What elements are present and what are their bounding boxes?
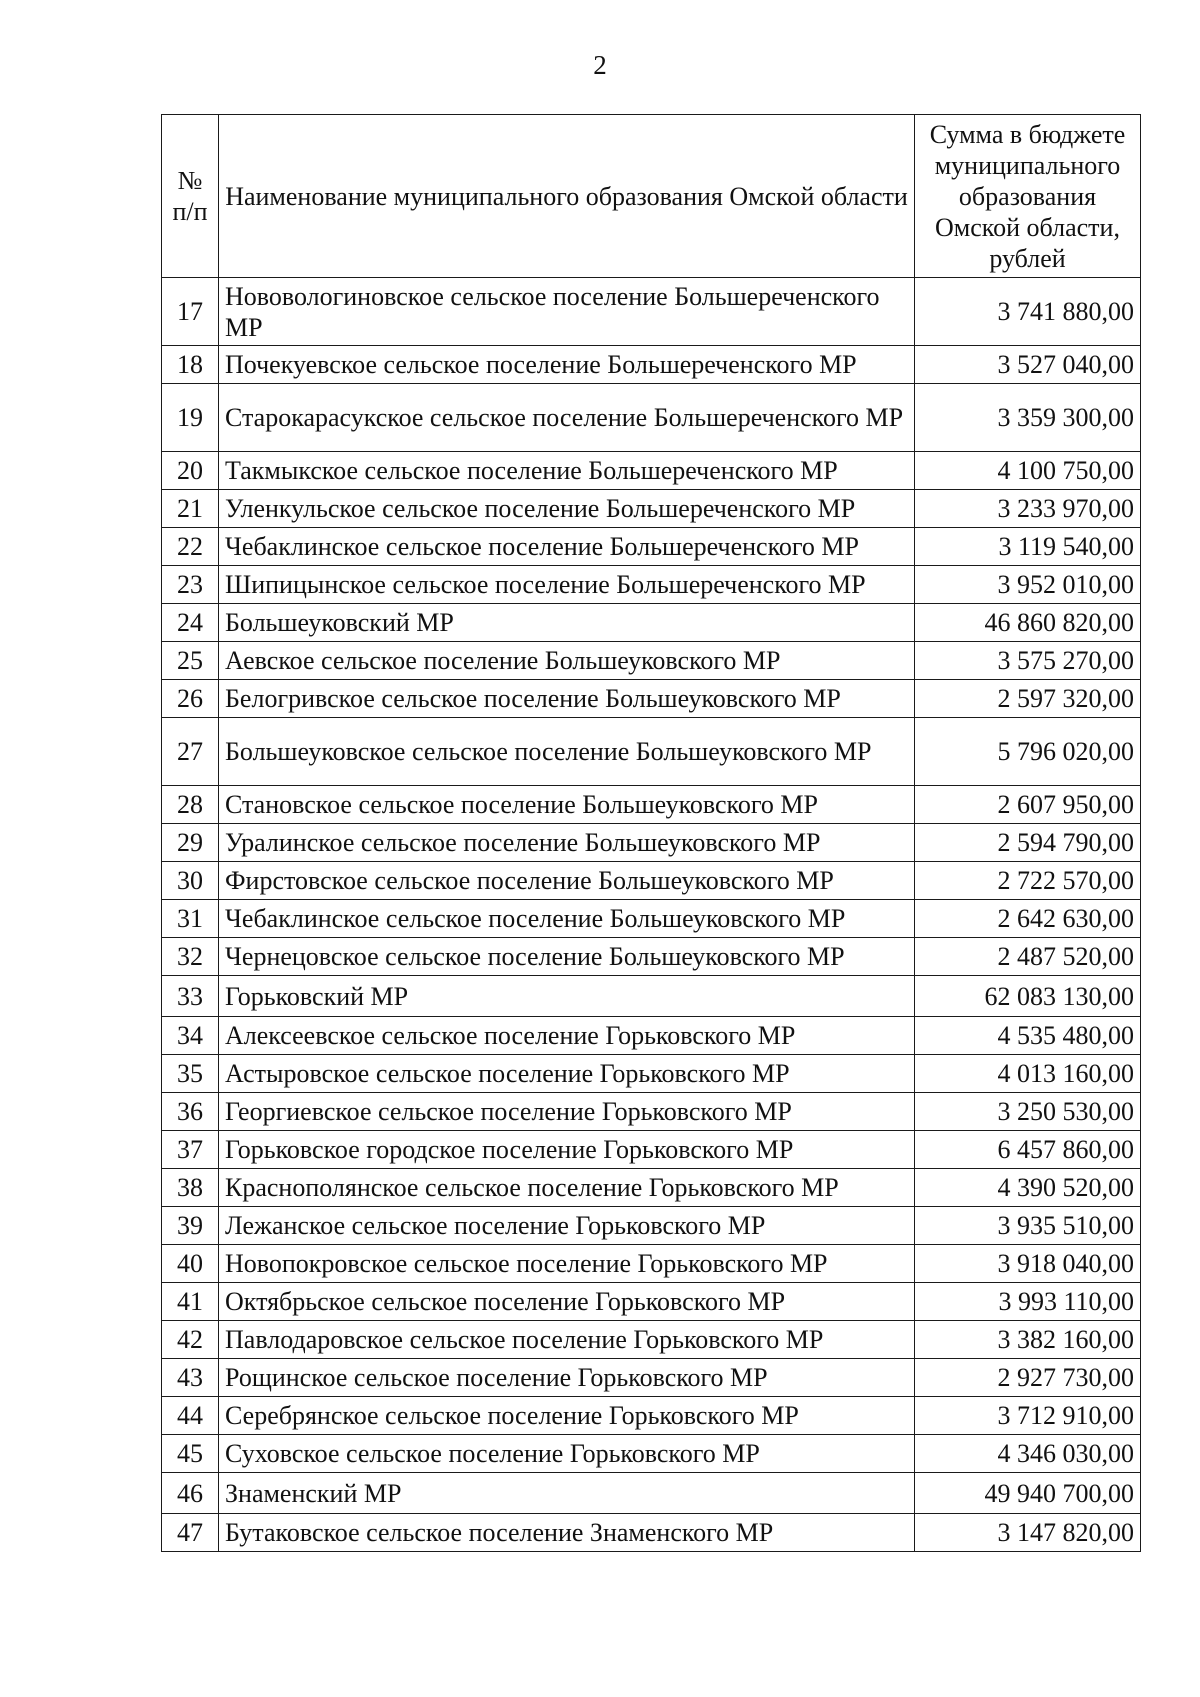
municipality-name: Краснополянское сельское поселение Горьковского МР — [219, 1169, 915, 1207]
municipality-name: Суховское сельское поселение Горьковского МР — [219, 1435, 915, 1473]
row-number: 23 — [162, 566, 219, 604]
municipality-name: Почекуевское сельское поселение Большереченского МР — [219, 346, 915, 384]
budget-sum: 6 457 860,00 — [915, 1131, 1141, 1169]
row-number: 41 — [162, 1283, 219, 1321]
municipality-name: Бутаковское сельское поселение Знаменского МР — [219, 1514, 915, 1552]
budget-sum: 2 607 950,00 — [915, 786, 1141, 824]
row-number: 43 — [162, 1359, 219, 1397]
municipality-name: Чебаклинское сельское поселение Большеуковского МР — [219, 900, 915, 938]
budget-sum: 4 100 750,00 — [915, 452, 1141, 490]
row-number: 17 — [162, 278, 219, 346]
table-row — [162, 900, 1141, 938]
table-row — [162, 1169, 1141, 1207]
row-number: 33 — [162, 976, 219, 1017]
table-row — [162, 1055, 1141, 1093]
table-row — [162, 566, 1141, 604]
table-row — [162, 786, 1141, 824]
row-number: 45 — [162, 1435, 219, 1473]
table-row — [162, 976, 1141, 1017]
table-row — [162, 1397, 1141, 1435]
row-number: 29 — [162, 824, 219, 862]
municipality-name: Астыровское сельское поселение Горьковского МР — [219, 1055, 915, 1093]
header-row — [162, 115, 1141, 278]
table-row — [162, 1207, 1141, 1245]
municipality-name: Знаменский МР — [219, 1473, 915, 1514]
table-row — [162, 680, 1141, 718]
row-number: 40 — [162, 1245, 219, 1283]
row-number: 36 — [162, 1093, 219, 1131]
header-number: № п/п — [162, 115, 219, 278]
budget-sum: 3 250 530,00 — [915, 1093, 1141, 1131]
row-number: 31 — [162, 900, 219, 938]
municipality-name: Рощинское сельское поселение Горьковского МР — [219, 1359, 915, 1397]
budget-sum: 3 952 010,00 — [915, 566, 1141, 604]
row-number: 21 — [162, 490, 219, 528]
table-row — [162, 1093, 1141, 1131]
municipality-name: Старокарасукское сельское поселение Большереченского МР — [219, 384, 915, 452]
table-row — [162, 1245, 1141, 1283]
row-number: 26 — [162, 680, 219, 718]
table-row — [162, 604, 1141, 642]
municipality-name: Горьковский МР — [219, 976, 915, 1017]
budget-sum: 3 993 110,00 — [915, 1283, 1141, 1321]
table-row — [162, 452, 1141, 490]
municipality-name: Фирстовское сельское поселение Большеуковского МР — [219, 862, 915, 900]
row-number: 35 — [162, 1055, 219, 1093]
row-number: 47 — [162, 1514, 219, 1552]
municipality-name: Такмыкское сельское поселение Большереченского МР — [219, 452, 915, 490]
budget-sum: 3 382 160,00 — [915, 1321, 1141, 1359]
budget-sum: 3 527 040,00 — [915, 346, 1141, 384]
municipality-name: Большеуковский МР — [219, 604, 915, 642]
row-number: 28 — [162, 786, 219, 824]
budget-sum: 5 796 020,00 — [915, 718, 1141, 786]
budget-sum: 2 487 520,00 — [915, 938, 1141, 976]
municipality-name: Серебрянское сельское поселение Горьковского МР — [219, 1397, 915, 1435]
budget-sum: 3 918 040,00 — [915, 1245, 1141, 1283]
budget-sum: 4 013 160,00 — [915, 1055, 1141, 1093]
table-row — [162, 278, 1141, 346]
budget-sum: 3 147 820,00 — [915, 1514, 1141, 1552]
table-body — [162, 278, 1141, 1552]
municipality-name: Лежанское сельское поселение Горьковского МР — [219, 1207, 915, 1245]
municipality-name: Чернецовское сельское поселение Большеуковского МР — [219, 938, 915, 976]
table-row — [162, 490, 1141, 528]
municipality-name: Новопокровское сельское поселение Горьковского МР — [219, 1245, 915, 1283]
municipality-name: Нововологиновское сельское поселение Большереченского МР — [219, 278, 915, 346]
row-number: 19 — [162, 384, 219, 452]
municipality-name: Чебаклинское сельское поселение Большереченского МР — [219, 528, 915, 566]
municipality-name: Павлодаровское сельское поселение Горьковского МР — [219, 1321, 915, 1359]
table-header — [162, 115, 1141, 278]
row-number: 27 — [162, 718, 219, 786]
municipality-name: Шипицынское сельское поселение Большереченского МР — [219, 566, 915, 604]
table-row — [162, 824, 1141, 862]
row-number: 20 — [162, 452, 219, 490]
table-row — [162, 1321, 1141, 1359]
table-row — [162, 528, 1141, 566]
table-row — [162, 1435, 1141, 1473]
row-number: 30 — [162, 862, 219, 900]
row-number: 38 — [162, 1169, 219, 1207]
municipality-name: Белогривское сельское поселение Большеуковского МР — [219, 680, 915, 718]
budget-sum: 3 935 510,00 — [915, 1207, 1141, 1245]
budget-table — [161, 114, 1141, 1552]
table-row — [162, 938, 1141, 976]
row-number: 46 — [162, 1473, 219, 1514]
header-sum: Сумма в бюджете муниципального образования Омской области, рублей — [915, 115, 1141, 278]
municipality-name: Георгиевское сельское поселение Горьковского МР — [219, 1093, 915, 1131]
table-row — [162, 1017, 1141, 1055]
budget-sum: 4 390 520,00 — [915, 1169, 1141, 1207]
municipality-name: Горьковское городское поселение Горьковского МР — [219, 1131, 915, 1169]
budget-sum: 3 359 300,00 — [915, 384, 1141, 452]
budget-sum: 4 346 030,00 — [915, 1435, 1141, 1473]
row-number: 37 — [162, 1131, 219, 1169]
table-row — [162, 1473, 1141, 1514]
budget-sum: 2 722 570,00 — [915, 862, 1141, 900]
table-row — [162, 1283, 1141, 1321]
budget-sum: 62 083 130,00 — [915, 976, 1141, 1017]
table-row — [162, 1131, 1141, 1169]
budget-sum: 3 741 880,00 — [915, 278, 1141, 346]
page-number: 2 — [593, 50, 607, 80]
budget-sum: 2 597 320,00 — [915, 680, 1141, 718]
budget-sum: 4 535 480,00 — [915, 1017, 1141, 1055]
header-name: Наименование муниципального образования Омской области — [219, 115, 915, 278]
budget-sum: 49 940 700,00 — [915, 1473, 1141, 1514]
row-number: 25 — [162, 642, 219, 680]
row-number: 32 — [162, 938, 219, 976]
table-row — [162, 384, 1141, 452]
table-row — [162, 346, 1141, 384]
municipality-name: Уленкульское сельское поселение Большереченского МР — [219, 490, 915, 528]
municipality-name: Большеуковское сельское поселение Большеуковского МР — [219, 718, 915, 786]
table-row — [162, 642, 1141, 680]
table-row — [162, 718, 1141, 786]
table-row — [162, 862, 1141, 900]
budget-sum: 46 860 820,00 — [915, 604, 1141, 642]
budget-sum: 2 642 630,00 — [915, 900, 1141, 938]
municipality-name: Аевское сельское поселение Большеуковского МР — [219, 642, 915, 680]
municipality-name: Становское сельское поселение Большеуковского МР — [219, 786, 915, 824]
row-number: 44 — [162, 1397, 219, 1435]
row-number: 42 — [162, 1321, 219, 1359]
table-row — [162, 1514, 1141, 1552]
budget-sum: 2 927 730,00 — [915, 1359, 1141, 1397]
municipality-name: Уралинское сельское поселение Большеуковского МР — [219, 824, 915, 862]
row-number: 34 — [162, 1017, 219, 1055]
budget-sum: 3 119 540,00 — [915, 528, 1141, 566]
row-number: 18 — [162, 346, 219, 384]
budget-sum: 3 233 970,00 — [915, 490, 1141, 528]
municipality-name: Октябрьское сельское поселение Горьковского МР — [219, 1283, 915, 1321]
budget-sum: 3 575 270,00 — [915, 642, 1141, 680]
row-number: 39 — [162, 1207, 219, 1245]
budget-sum: 3 712 910,00 — [915, 1397, 1141, 1435]
row-number: 22 — [162, 528, 219, 566]
municipality-name: Алексеевское сельское поселение Горьковского МР — [219, 1017, 915, 1055]
budget-sum: 2 594 790,00 — [915, 824, 1141, 862]
row-number: 24 — [162, 604, 219, 642]
table-row — [162, 1359, 1141, 1397]
